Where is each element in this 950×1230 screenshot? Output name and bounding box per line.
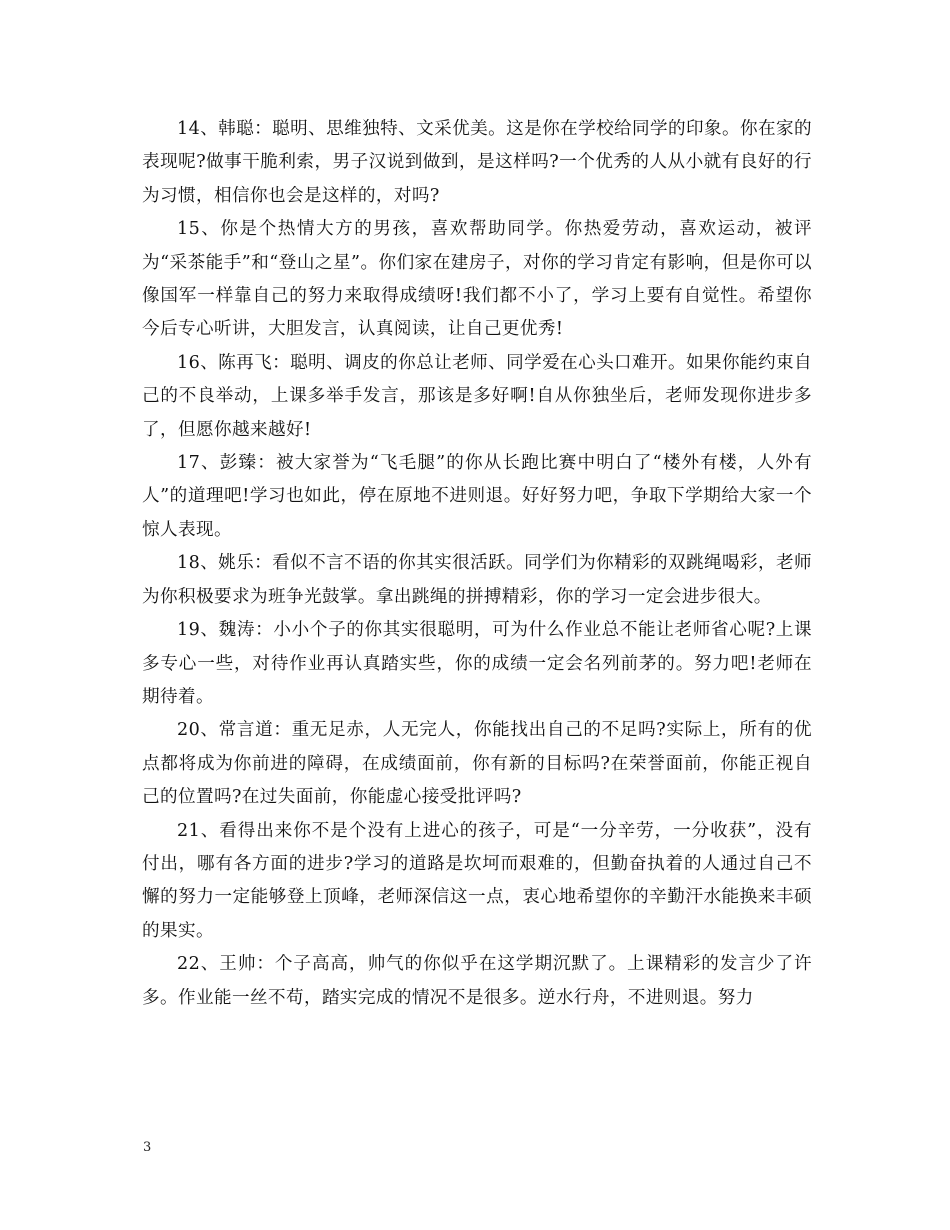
comment-paragraph-15: 15、你是个热情大方的男孩，喜欢帮助同学。你热爱劳动，喜欢运动，被评为“采茶能手”和“登山之星”。你们家在建房子，对你的学习肯定有影响，但是你可以像国军一样靠自己的努力来取得成绩呀!我们都不小了，学习上要有自觉性。希望你今后专心听讲，大胆发言，认真阅读，让自己更优秀! xyxy=(142,219,812,340)
comment-paragraph-19: 19、魏涛：小小个子的你其实很聪明，可为什么作业总不能让老师省心呢?上课多专心一些，对待作业再认真踏实些，你的成绩一定会名列前茅的。努力吧!老师在期待着。 xyxy=(142,620,812,707)
comment-paragraph-18: 18、姚乐：看似不言不语的你其实很活跃。同学们为你精彩的双跳绳喝彩，老师为你积极要求为班争光鼓掌。拿出跳绳的拼搏精彩，你的学习一定会进步很大。 xyxy=(142,553,812,607)
comment-paragraph-22: 22、王帅：个子高高，帅气的你似乎在这学期沉默了。上课精彩的发言少了许多。作业能一丝不苟，踏实完成的情况不是很多。逆水行舟，不进则退。努力 xyxy=(142,954,812,1008)
page-number: 3 xyxy=(143,1140,152,1155)
comment-paragraph-21: 21、看得出来你不是个没有上进心的孩子，可是“一分辛劳，一分收获”，没有付出，哪有各方面的进步?学习的道路是坎坷而艰难的，但勤奋执着的人通过自己不懈的努力一定能够登上顶峰，老师深信这一点，衷心地希望你的辛勤汗水能换来丰硕的果实。 xyxy=(142,820,812,941)
comment-paragraph-20: 20、常言道：重无足赤，人无完人，你能找出自己的不足吗?实际上，所有的优点都将成为你前进的障碍，在成绩面前，你有新的目标吗?在荣誉面前，你能正视自己的位置吗?在过失面前，你能虚心接受批评吗? xyxy=(142,720,812,808)
comment-paragraph-16: 16、陈再飞：聪明、调皮的你总让老师、同学爱在心头口难开。如果你能约束自己的不良举动，上课多举手发言，那该是多好啊!自从你独坐后，老师发现你进步多了，但愿你越来越好! xyxy=(142,352,812,440)
document-body xyxy=(142,113,812,1015)
comment-paragraph-14: 14、韩聪：聪明、思维独特、文采优美。这是你在学校给同学的印象。你在家的表现呢?做事干脆利索，男子汉说到做到，是这样吗?一个优秀的人从小就有良好的行为习惯，相信你也会是这样的，对吗? xyxy=(142,119,812,206)
comment-paragraph-17: 17、彭臻：被大家誉为“飞毛腿”的你从长跑比赛中明白了“楼外有楼，人外有人”的道理吧!学习也如此，停在原地不进则退。好好努力吧，争取下学期给大家一个惊人表现。 xyxy=(142,453,812,540)
